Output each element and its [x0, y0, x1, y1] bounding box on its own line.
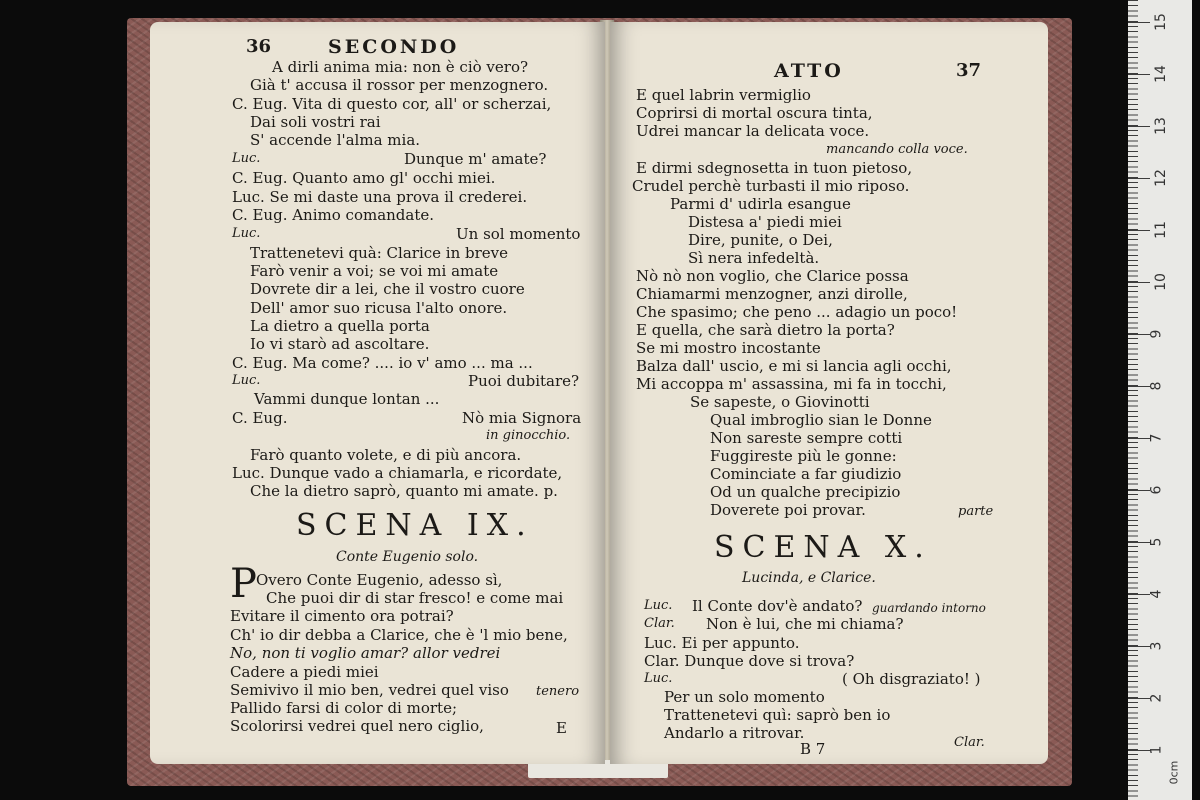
stage-direction: in ginocchio. [486, 428, 571, 443]
text-line: Parmi d' udirla esangue [670, 195, 851, 213]
text-line: E quel labrin vermiglio [636, 86, 811, 104]
text-line: E quella, che sarà dietro la porta? [636, 321, 895, 339]
ruler-number: 3 [1148, 641, 1165, 651]
ruler-number: 5 [1148, 537, 1165, 547]
drop-cap: P [230, 561, 257, 607]
signature-mark: B 7 [800, 740, 826, 758]
ruler-number: 4 [1148, 589, 1165, 599]
ruler-tick [1128, 230, 1150, 231]
text-line: Doverete poi provar. [710, 501, 866, 519]
speaker-label: Luc. [232, 151, 261, 166]
text-line: Per un solo momento [664, 688, 825, 706]
ruler-tick [1128, 438, 1150, 439]
ruler-tick [1128, 594, 1150, 595]
text-line: Chiamarmi menzogner, anzi dirolle, [636, 285, 908, 303]
ruler-number: 6 [1148, 485, 1165, 495]
text-line: Farò quanto volete, e di più ancora. [250, 446, 522, 464]
scene-subtitle: Conte Eugenio solo. [336, 549, 479, 565]
text-line: C. Eug. Quanto amo gl' occhi miei. [232, 169, 496, 187]
text-line: Fuggireste più le gonne: [710, 447, 897, 465]
text-line: ( Oh disgraziato! ) [842, 670, 981, 688]
ruler-number: 15 [1152, 13, 1169, 31]
ruler-tick [1128, 334, 1150, 335]
text-line: Puoi dubitare? [468, 372, 580, 390]
text-line: Crudel perchè turbasti il mio riposo. [632, 177, 910, 195]
ruler-number: 8 [1148, 381, 1165, 391]
text-line: A dirli anima mia: non è ciò vero? [272, 58, 529, 76]
text-line: Io vi starò ad ascoltare. [250, 335, 430, 353]
ruler-number: 14 [1152, 65, 1169, 83]
scene-subtitle: Lucinda, e Clarice. [742, 570, 876, 586]
text-line: Andarlo a ritrovar. [664, 724, 805, 742]
text-line: Luc. Se mi daste una prova il crederei. [232, 188, 528, 206]
text-line: Sì nera infedeltà. [688, 249, 820, 267]
ruler-tick [1128, 22, 1150, 23]
speaker-label: C. Eug. [232, 409, 288, 427]
text-line: Dell' amor suo ricusa l'alto onore. [250, 299, 508, 317]
scene-title: SCENA X. [714, 530, 932, 565]
text-line: Non è lui, che mi chiama? [706, 615, 904, 633]
text-line: Cadere a piedi miei [230, 663, 379, 681]
stage-direction: tenero [536, 684, 580, 699]
text-line: Semivivo il mio ben, vedrei quel viso [230, 681, 509, 699]
text-line: Se mi mostro incostante [636, 339, 821, 357]
text-line: No, non ti voglio amar? allor vedrei [230, 644, 501, 662]
text-line: E dirmi sdegnosetta in tuon pietoso, [636, 159, 913, 177]
catchword: Clar. [954, 735, 985, 750]
speaker-label: Luc. [232, 373, 261, 388]
text-line: Clar. Dunque dove si trova? [644, 652, 855, 670]
running-head: SECONDO [328, 36, 460, 58]
text-line: Dunque m' amate? [404, 150, 547, 168]
text-line: Nò mia Signora [462, 409, 582, 427]
ruler-tick [1128, 74, 1150, 75]
text-line: C. Eug. Animo comandate. [232, 206, 435, 224]
ruler-unit: 0cm [1167, 760, 1181, 785]
text-line: Che spasimo; che peno ... adagio un poco! [636, 303, 958, 321]
speaker-label: Luc. [644, 671, 673, 686]
ruler-number: 2 [1148, 693, 1165, 703]
text-line: Coprirsi di mortal oscura tinta, [636, 104, 873, 122]
text-line: Udrei mancar la delicata voce. [636, 122, 870, 140]
stage-direction: guardando intorno [872, 601, 986, 615]
text-line: Balza dall' uscio, e mi si lancia agli occhi, [636, 357, 952, 375]
ruler-number: 11 [1152, 221, 1169, 239]
ruler-tick [1128, 178, 1150, 179]
text-line: C. Eug. Ma come? .... io v' amo ... ma ... [232, 354, 533, 372]
text-line: Od un qualche precipizio [710, 483, 901, 501]
text-line: Che la dietro saprò, quanto mi amate. p. [250, 482, 558, 500]
text-line: Il Conte dov'è andato? [692, 597, 863, 615]
text-line: Scolorirsi vedrei quel nero ciglio, [230, 717, 484, 735]
stage-direction: mancando colla voce. [826, 142, 968, 157]
text-line: Evitare il cimento ora potrai? [230, 607, 454, 625]
ruler-tick [1128, 542, 1150, 543]
text-line: Non sareste sempre cotti [710, 429, 903, 447]
ruler-number: 1 [1148, 745, 1165, 755]
text-line: Luc. Ei per appunto. [644, 634, 800, 652]
ruler-tick [1128, 282, 1150, 283]
text-line: Qual imbroglio sian le Donne [710, 411, 932, 429]
right-page [610, 22, 1048, 764]
ruler-number: 13 [1152, 117, 1169, 135]
text-line: La dietro a quella porta [250, 317, 430, 335]
ruler-tick [1128, 490, 1150, 491]
text-line: Pallido farsi di color di morte; [230, 699, 457, 717]
page-number: 36 [246, 36, 272, 57]
text-line: Già t' accusa il rossor per menzognero. [250, 76, 549, 94]
ruler-tick [1128, 646, 1150, 647]
text-line: S' accende l'alma mia. [250, 131, 421, 149]
ruler-tick [1128, 750, 1150, 751]
text-line: Che puoi dir di star fresco! e come mai [266, 589, 564, 607]
page-number: 37 [956, 60, 982, 81]
text-line: Ch' io dir debba a Clarice, che è 'l mio bene, [230, 626, 568, 644]
text-line: Mi accoppa m' assassina, mi fa in tocchi, [636, 375, 947, 393]
ruler-number: 10 [1152, 273, 1169, 291]
text-line: Distesa a' piedi miei [688, 213, 842, 231]
measuring-ruler [1128, 0, 1192, 800]
running-head: ATTO [774, 60, 844, 82]
text-line: Cominciate a far giudizio [710, 465, 902, 483]
scene-title: SCENA IX. [296, 508, 534, 543]
speaker-label: Clar. [644, 616, 675, 631]
text-line: Overo Conte Eugenio, adesso sì, [256, 571, 503, 589]
ruler-number: 9 [1148, 329, 1165, 339]
text-line: Vammi dunque lontan ... [254, 390, 440, 408]
text-line: Nò nò non voglio, che Clarice possa [636, 267, 909, 285]
ruler-number: 12 [1152, 169, 1169, 187]
text-line: Luc. Dunque vado a chiamarla, e ricordate, [232, 464, 563, 482]
text-line: Dai soli vostri rai [250, 113, 381, 131]
text-line: Dovrete dir a lei, che il vostro cuore [250, 280, 525, 298]
text-line: Un sol momento [456, 225, 581, 243]
text-line: Dire, punite, o Dei, [688, 231, 833, 249]
stage-direction: parte [958, 504, 994, 519]
text-line: Trattenetevi quà: Clarice in breve [250, 244, 509, 262]
text-line: C. Eug. Vita di questo cor, all' or scherzai, [232, 95, 552, 113]
ruler-tick [1128, 698, 1150, 699]
text-line: Trattenetevi quì: saprò ben io [664, 706, 891, 724]
text-line: Se sapeste, o Giovinotti [690, 393, 870, 411]
ruler-number: 7 [1148, 433, 1165, 443]
ruler-tick [1128, 386, 1150, 387]
speaker-label: Luc. [644, 598, 673, 613]
text-line: Farò venir a voi; se voi mi amate [250, 262, 499, 280]
left-page [150, 22, 605, 764]
speaker-label: Luc. [232, 226, 261, 241]
catchword: E [556, 719, 567, 737]
ruler-tick [1128, 126, 1150, 127]
